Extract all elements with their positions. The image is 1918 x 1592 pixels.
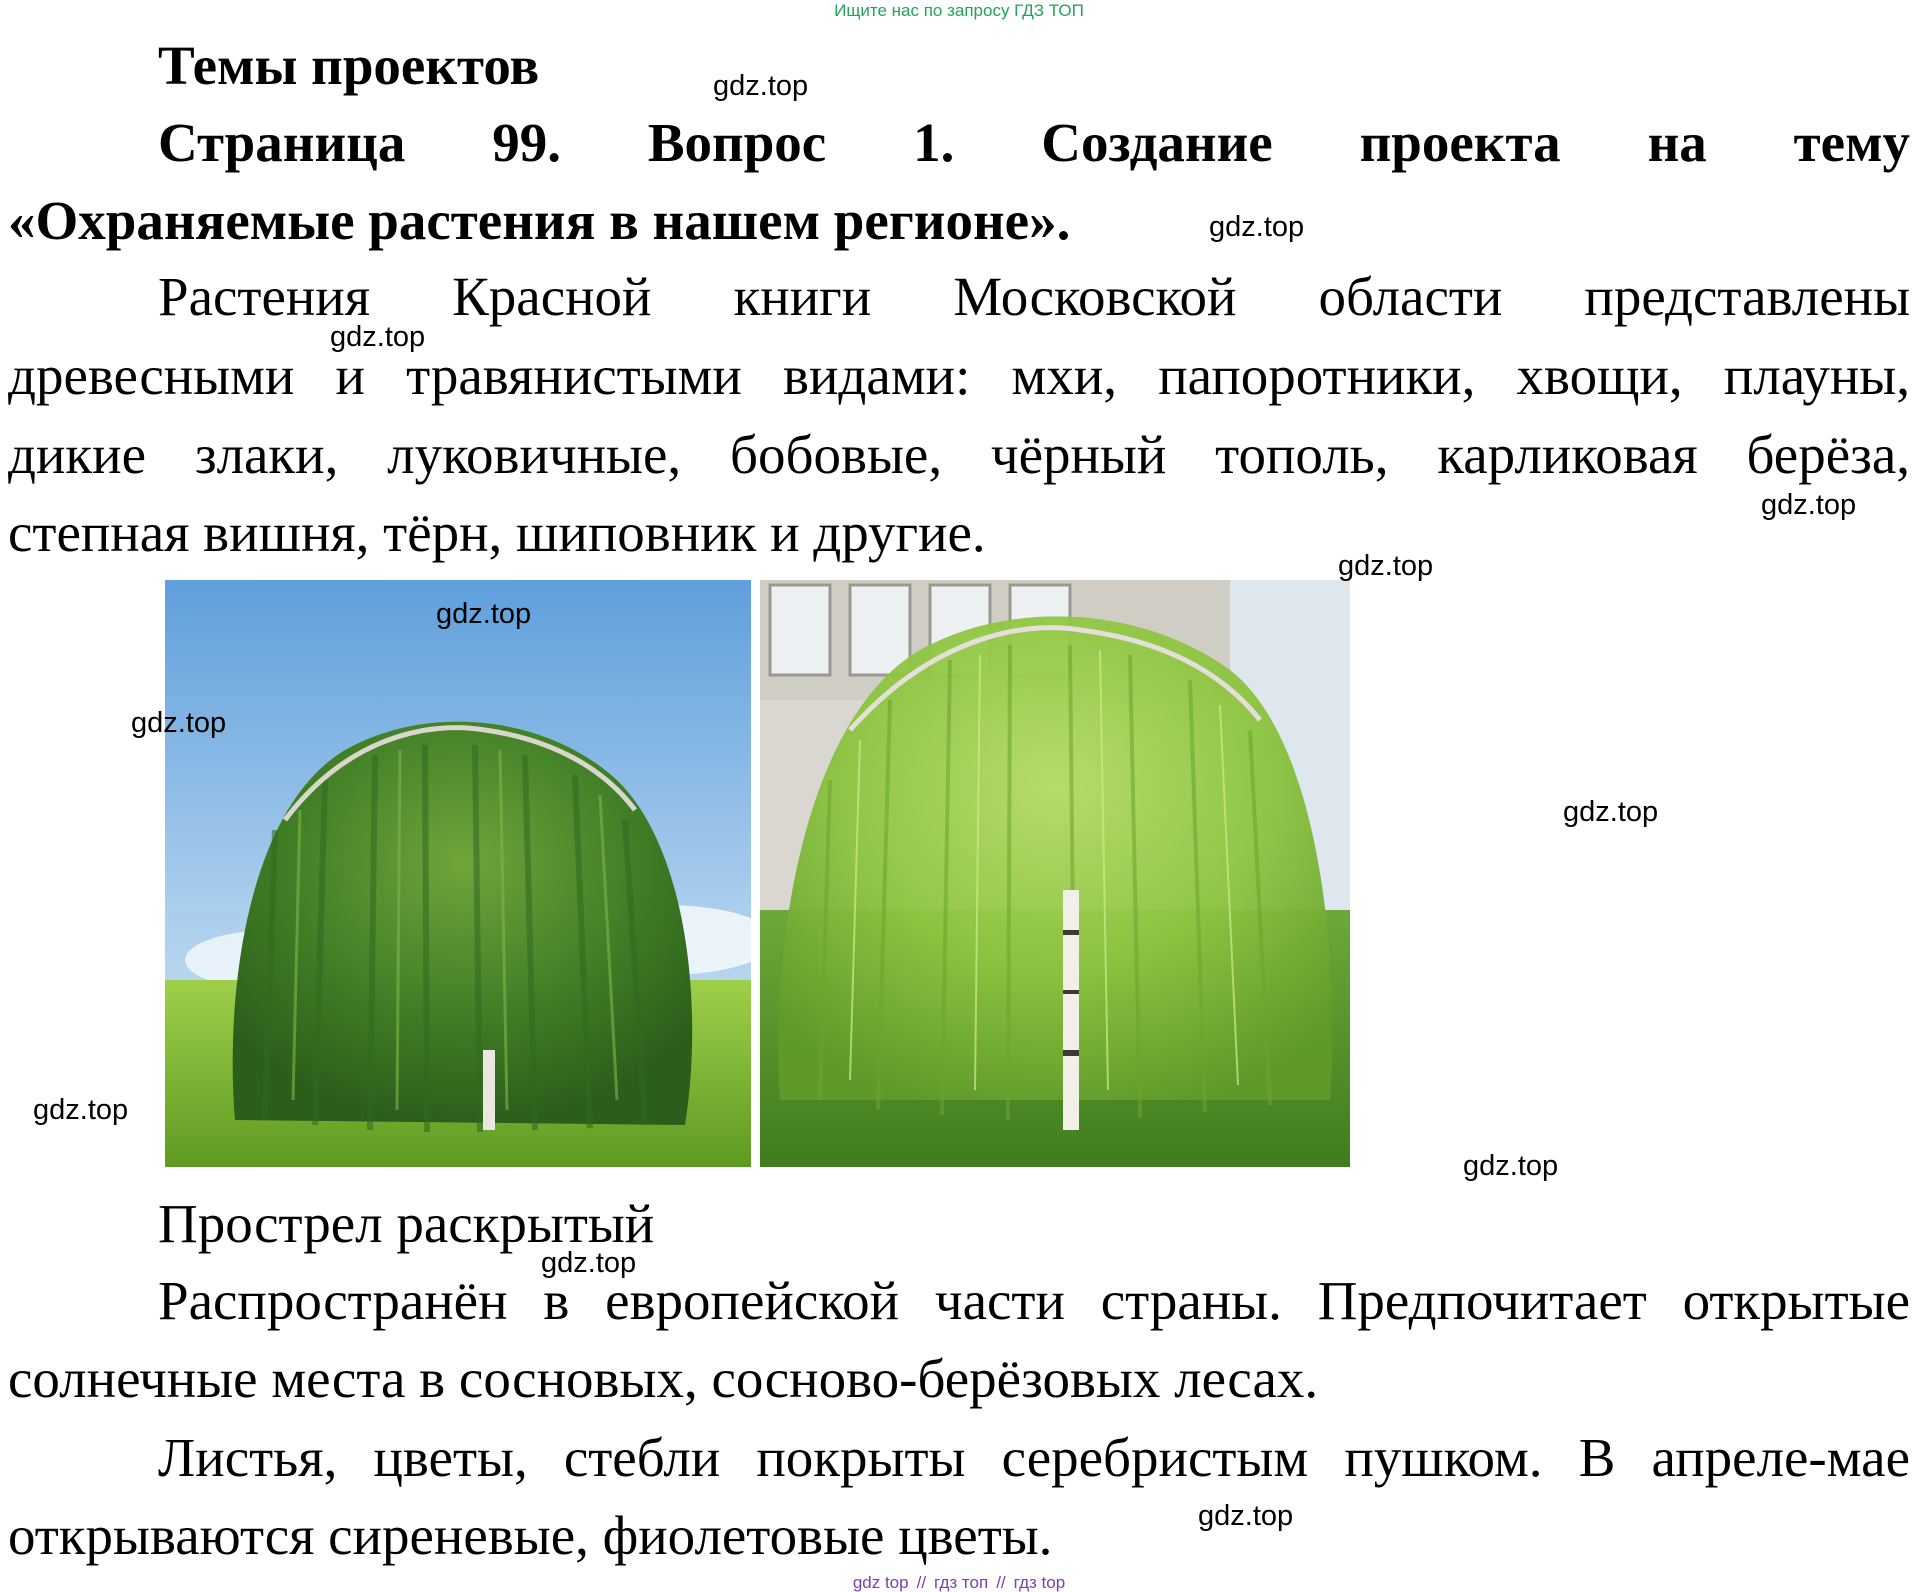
text-word: Красной (452, 266, 652, 327)
question-line-1 (8, 112, 1910, 174)
watermark: gdz.top (1198, 1500, 1294, 1532)
paragraph-1-line-2: древесными и травянистыми видами: мхи, папоротники, хвощи, плауны, (8, 345, 1910, 406)
bottom-banner-item: гдз топ (934, 1573, 989, 1592)
watermark: gdz.top (541, 1247, 637, 1279)
text-word: области (1318, 266, 1503, 327)
text-word: Московской (953, 266, 1237, 327)
watermark: gdz.top (1338, 550, 1434, 582)
bottom-banner-item: gdz top (852, 1573, 909, 1592)
bottom-banner-separator: // (996, 1573, 1006, 1592)
question-word: Создание (1041, 112, 1273, 173)
top-banner: Ищите нас по запросу ГДЗ ТОП (834, 1, 1084, 20)
watermark: gdz.top (330, 321, 426, 353)
watermark: gdz.top (436, 598, 532, 630)
question-ref: Страница 99. Вопрос 1. (158, 112, 955, 173)
paragraph-2-line-1: Распространён в европейской части страны. Предпочитает открытые (158, 1270, 1910, 1331)
question-word: тему (1793, 112, 1911, 173)
text-word: представлены (1584, 266, 1911, 327)
bottom-banner (0, 1574, 1918, 1592)
text-word: книги (733, 266, 872, 327)
question-line-2: «Охраняемые растения в нашем регионе». (8, 190, 1071, 251)
paragraph-1-line-1 (8, 266, 1910, 328)
bottom-banner-separator: // (916, 1573, 927, 1592)
plant-subheading: Прострел раскрытый (158, 1193, 655, 1254)
weeping-birch-sky-photo (165, 580, 751, 1167)
page-heading: Темы проектов (158, 35, 540, 96)
paragraph-2-line-2: солнечные места в сосновых, сосново-берёзовых лесах. (8, 1348, 1319, 1409)
paragraph-3-line-1: Листья, цветы, стебли покрыты серебристым пушком. В апреле-мае (158, 1427, 1910, 1488)
bottom-banner-item: гдз top (1013, 1573, 1066, 1592)
text-word: Растения (158, 266, 371, 327)
question-word: проекта (1359, 112, 1561, 173)
watermark: gdz.top (713, 70, 809, 102)
question-word: на (1647, 112, 1707, 173)
watermark: gdz.top (1563, 796, 1659, 828)
weeping-birch-building-photo (760, 580, 1350, 1167)
watermark: gdz.top (33, 1094, 129, 1126)
paragraph-1-line-4: степная вишня, тёрн, шиповник и другие. (8, 502, 986, 563)
watermark: gdz.top (1463, 1150, 1559, 1182)
watermark: gdz.top (131, 707, 227, 739)
watermark: gdz.top (1209, 211, 1305, 243)
watermark: gdz.top (1761, 489, 1857, 521)
paragraph-3-line-2: открываются сиреневые, фиолетовые цветы. (8, 1505, 1053, 1566)
paragraph-1-line-3: дикие злаки, луковичные, бобовые, чёрный тополь, карликовая берёза, (8, 424, 1910, 485)
